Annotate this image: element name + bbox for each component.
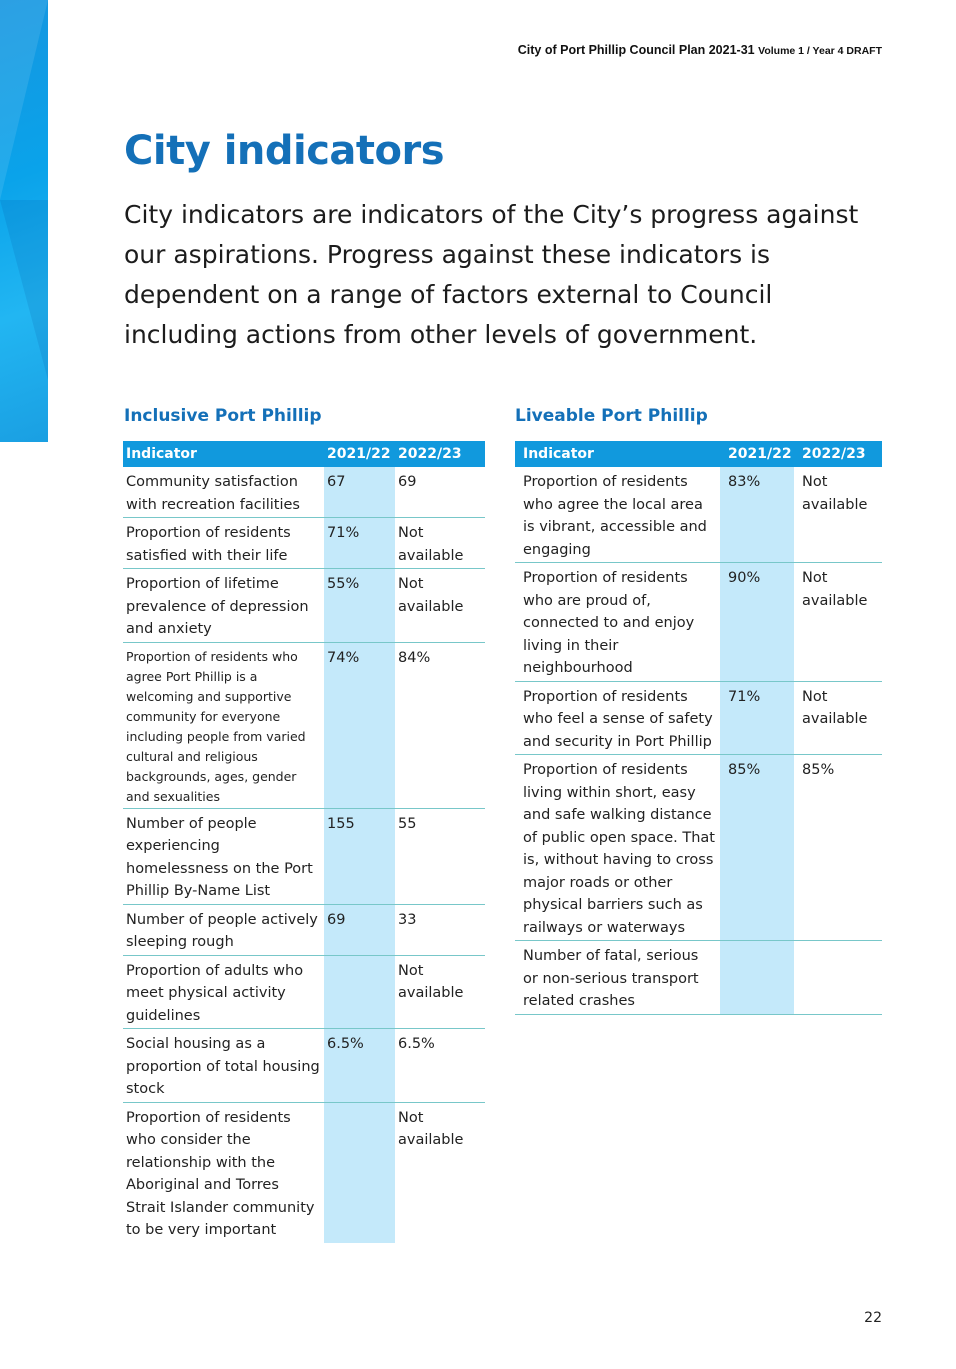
value-2022-23: 55 <box>395 808 485 904</box>
value-2022-23: Not available <box>794 563 882 682</box>
table-row <box>123 1029 485 1103</box>
indicator-cell: Number of people experiencing homelessness on the Port Phillip By-Name List <box>123 808 324 904</box>
value-2021-22: 74% <box>324 642 395 808</box>
indicator-cell: Proportion of residents who feel a sense of safety and security in Port Phillip <box>515 681 720 755</box>
value-2022-23: 85% <box>794 755 882 941</box>
value-2021-22: 85% <box>720 755 794 941</box>
value-2022-23: 69 <box>395 467 485 518</box>
column-header-2022-23: 2022/23 <box>794 441 882 467</box>
table-row <box>123 955 485 1029</box>
indicator-cell: Number of fatal, serious or non-serious transport related crashes <box>515 941 720 1015</box>
value-2021-22: 83% <box>720 467 794 563</box>
table-row <box>123 808 485 904</box>
value-2021-22: 69 <box>324 904 395 955</box>
side-band-shade <box>0 0 48 200</box>
table-row <box>123 904 485 955</box>
value-2021-22 <box>324 955 395 1029</box>
page-title: City indicators <box>124 128 445 174</box>
side-band-shade <box>0 200 48 380</box>
value-2022-23: Not available <box>794 681 882 755</box>
value-2021-22: 71% <box>324 518 395 569</box>
page-number: 22 <box>864 1310 882 1326</box>
value-2021-22 <box>324 1102 395 1243</box>
value-2022-23: Not available <box>398 1109 464 1148</box>
value-2022-23: Not available <box>395 518 485 569</box>
indicator-cell: Proportion of lifetime prevalence of depression and anxiety <box>123 569 324 643</box>
header-main: City of Port Phillip Council Plan 2021-31 <box>517 43 755 57</box>
indicator-cell: Number of people actively sleeping rough <box>123 904 324 955</box>
table-row <box>123 467 485 518</box>
value-2022-23: 84% <box>395 642 485 808</box>
document-header <box>518 43 882 57</box>
table-row <box>515 467 882 563</box>
intro-paragraph: City indicators are indicators of the City’s progress against our aspirations. Progress against these indicators is dependent on a range of factors external to Council including actions from other levels of government. <box>124 200 859 349</box>
indicator-cell: Proportion of residents who are proud of, connected to and enjoy living in their neighbourhood <box>515 563 720 682</box>
indicator-cell: Social housing as a proportion of total housing stock <box>123 1029 324 1103</box>
value-2022-23: Not available <box>395 569 485 643</box>
value-2021-22: 90% <box>720 563 794 682</box>
value-2022-23: Not available <box>794 467 882 563</box>
indicator-cell: Proportion of residents satisfied with their life <box>123 518 324 569</box>
column-header-2021-22: 2021/22 <box>720 441 794 467</box>
indicator-cell: Proportion of residents who agree the local area is vibrant, accessible and engaging <box>515 467 720 563</box>
value-2021-22: 67 <box>324 467 395 518</box>
indicator-cell: Proportion of residents living within short, easy and safe walking distance of public open space. That is, without having to cross major roads or other physical barriers such as railways or waterways <box>515 755 720 941</box>
inclusive-indicators-table <box>123 441 485 1243</box>
table-header-row <box>515 441 882 467</box>
table-row <box>515 681 882 755</box>
value-2021-22: 155 <box>324 808 395 904</box>
table-row <box>123 569 485 643</box>
decorative-side-band <box>0 0 48 442</box>
value-2022-23: Not available <box>395 955 485 1029</box>
section-title-liveable: Liveable Port Phillip <box>515 406 708 426</box>
value-2022-23: 33 <box>395 904 485 955</box>
table-row <box>515 563 882 682</box>
column-header-2021-22: 2021/22 <box>324 441 395 467</box>
header-sub: Volume 1 / Year 4 DRAFT <box>758 45 882 57</box>
indicator-cell: Proportion of residents who consider the relationship with the Aboriginal and Torres Strait Islander community to be very important <box>126 1109 315 1238</box>
value-2021-22: 6.5% <box>324 1029 395 1103</box>
value-2021-22 <box>720 941 794 1015</box>
table-row <box>515 755 882 941</box>
indicator-cell: Community satisfaction with recreation facilities <box>123 467 324 518</box>
column-header-2022-23: 2022/23 <box>395 441 485 467</box>
indicator-cell: Proportion of residents who agree Port Phillip is a welcoming and supportive community for everyone including people from varied cultural and religious backgrounds, ages, gender and sexualities <box>123 642 324 808</box>
value-2022-23 <box>794 941 882 1015</box>
value-2022-23: 6.5% <box>395 1029 485 1103</box>
liveable-indicators-table <box>515 441 882 1015</box>
table-row <box>123 642 485 808</box>
column-header-indicator: Indicator <box>123 441 324 467</box>
column-header-indicator: Indicator <box>515 441 720 467</box>
section-title-inclusive: Inclusive Port Phillip <box>124 406 322 426</box>
table-header-row <box>123 441 485 467</box>
value-2021-22: 71% <box>720 681 794 755</box>
table-row <box>515 941 882 1015</box>
value-2021-22: 55% <box>324 569 395 643</box>
table-row <box>123 1102 485 1243</box>
indicator-cell: Proportion of adults who meet physical activity guidelines <box>123 955 324 1029</box>
table-row <box>123 518 485 569</box>
